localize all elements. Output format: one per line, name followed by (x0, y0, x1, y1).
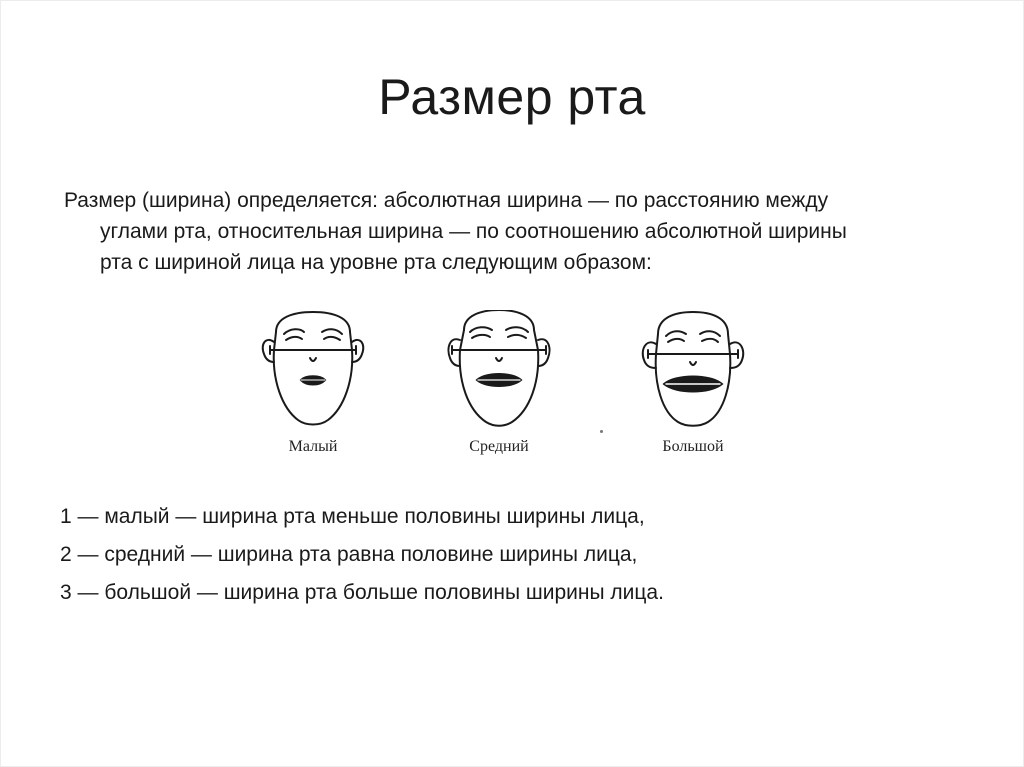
label-large: Большой (662, 438, 724, 455)
intro-line-2: углами рта, относительная ширина — по соотношению абсолютной ширины (100, 220, 847, 243)
face-small-illustration (248, 310, 378, 430)
slide-title: Размер рта (378, 69, 646, 125)
list-item-medium: 2 — средний — ширина рта равна половине ширины лица, (60, 543, 638, 566)
list-item-large: 3 — большой — ширина рта больше половины ширины лица. (60, 581, 664, 604)
mouth-size-figure (248, 310, 768, 470)
intro-line-1: Размер (ширина) определяется: абсолютная ширина — по расстоянию между (64, 189, 829, 212)
speck (600, 430, 603, 433)
list-item-small: 1 — малый — ширина рта меньше половины ширины лица, (60, 505, 645, 528)
size-list (60, 504, 960, 618)
intro-paragraph (64, 185, 964, 278)
face-large-illustration (628, 310, 758, 430)
face-medium-illustration (434, 310, 564, 430)
label-small: Малый (288, 438, 338, 455)
intro-line-3: рта с шириной лица на уровне рта следующим образом: (100, 251, 652, 274)
label-medium: Средний (469, 438, 529, 455)
